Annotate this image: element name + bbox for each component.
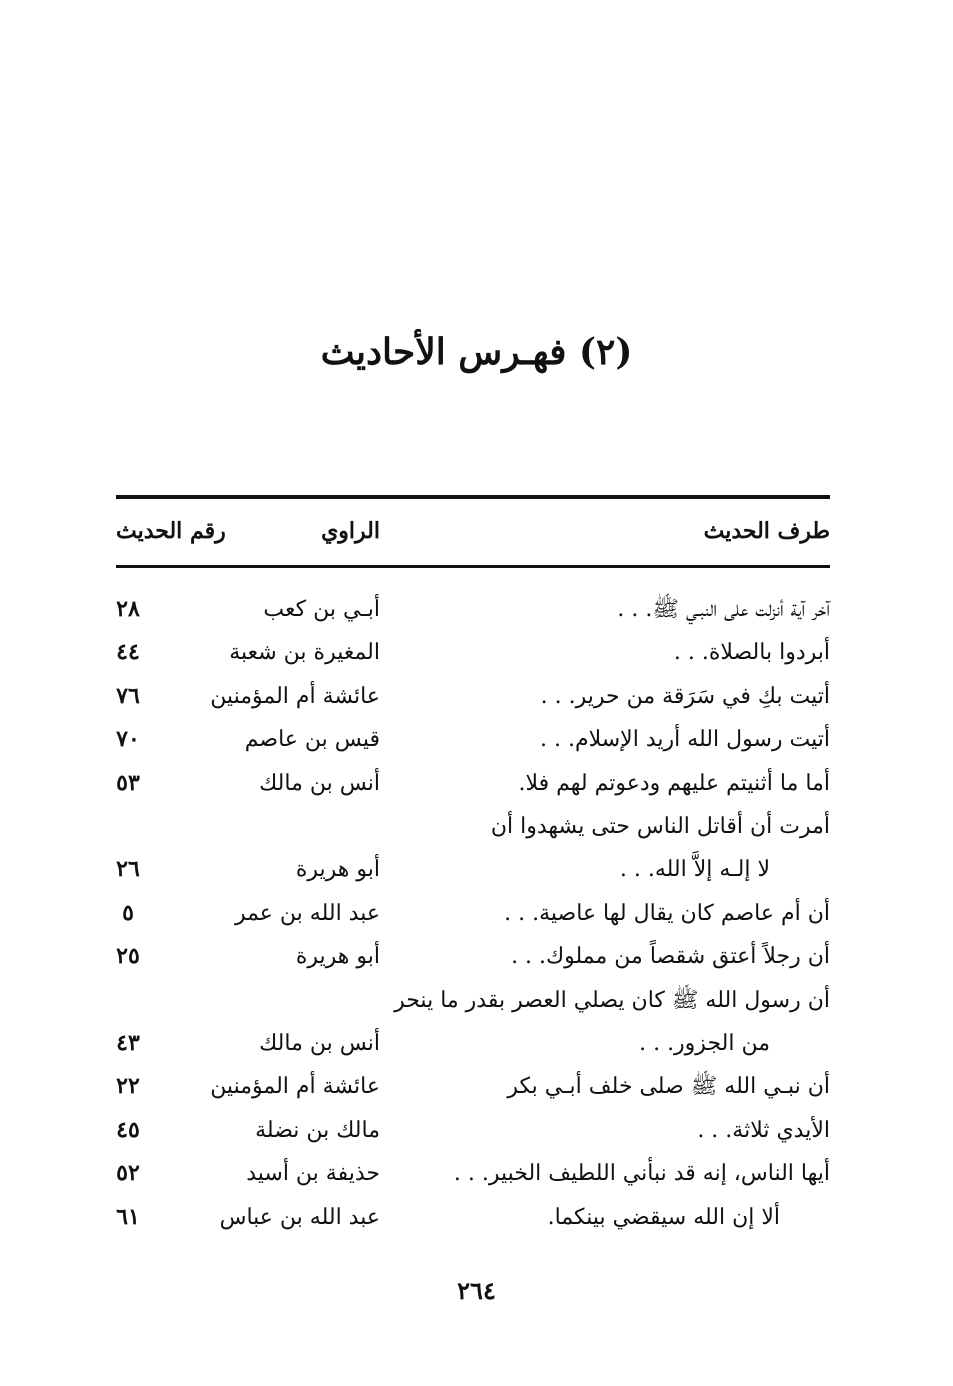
table-row — [116, 892, 830, 935]
hadith-number: ٢٦ — [116, 856, 140, 882]
hadith-text: أن رسول الله ﷺ كان يصلي العصر بقدر ما ينحر — [394, 988, 830, 1013]
table-row — [116, 979, 830, 1022]
hadith-number: ٢٥ — [116, 943, 140, 969]
hadith-number: ٤٣ — [116, 1030, 140, 1056]
table-row — [116, 1109, 830, 1152]
table-row — [116, 935, 830, 978]
hadith-text: أيها الناس، إنه قد نبأني اللطيف الخبير. . . — [453, 1161, 830, 1186]
hadith-text: الأيدي ثلاثة. . . — [697, 1118, 830, 1143]
hadith-text: أن أم عاصم كان يقال لها عاصية. . . — [504, 901, 830, 926]
hadith-number: ٥٣ — [116, 770, 140, 796]
hadith-text: لا إلـه إلاَّ الله. . . — [619, 857, 770, 882]
table-row — [116, 1065, 830, 1108]
table-row — [116, 848, 830, 891]
narrator-name: أبـي بن كعب — [263, 597, 380, 622]
hadith-text: أبردوا بالصلاة. . . — [673, 640, 830, 665]
hadith-text: أتيت بكِ في سَرَقة من حرير. . . — [540, 684, 830, 709]
hadith-number: ٦١ — [116, 1204, 140, 1230]
narrator-name: أنس بن مالك — [259, 771, 380, 796]
table-row — [116, 762, 830, 805]
narrator-name: أبو هريرة — [295, 944, 380, 969]
hadith-text: أمرت أن أقاتل الناس حتى يشهدوا أن — [490, 814, 830, 839]
narrator-name: عبد الله بن عباس — [219, 1205, 380, 1230]
table-row — [116, 1196, 830, 1239]
table-header-rule — [116, 565, 830, 568]
hadith-text: أن رجلاً أعتق شقصاً من مملوك. . . — [511, 944, 830, 969]
hadith-text: من الجزور. . . — [639, 1031, 770, 1056]
narrator-name: أنس بن مالك — [259, 1031, 380, 1056]
narrator-name: عائشة أم المؤمنين — [210, 684, 380, 709]
table-top-rule — [116, 495, 830, 499]
narrator-name: عبد الله بن عمر — [234, 901, 380, 926]
hadith-text: أتيت رسول الله أريد الإسلام. . . — [540, 727, 830, 752]
table-row — [116, 805, 830, 848]
narrator-name: مالك بن نضلة — [255, 1118, 380, 1143]
page-title: (٢) فهـرس الأحاديث — [320, 331, 633, 373]
hadith-text: ألا إن الله سيقضي بينكما. — [547, 1205, 780, 1230]
hadith-number: ٢٨ — [116, 596, 140, 622]
hadith-text: آخر آية أنزلت على النبـي ﷺ. . . — [617, 597, 830, 622]
hadith-number: ٧٠ — [116, 726, 140, 752]
narrator-name: المغيرة بن شعبة — [229, 640, 380, 665]
hadith-number: ٤٤ — [116, 639, 140, 665]
table-row — [116, 1152, 830, 1195]
hadith-number: ٥٢ — [116, 1160, 140, 1186]
hadith-number: ٥ — [122, 900, 134, 926]
hadith-text: أن نبـي الله ﷺ صلى خلف أبـي بكر — [507, 1074, 830, 1099]
table-row — [116, 588, 830, 631]
table-header — [116, 510, 830, 552]
narrator-name: عائشة أم المؤمنين — [210, 1074, 380, 1099]
narrator-name: قيس بن عاصم — [244, 727, 380, 752]
hadith-number: ٧٦ — [116, 683, 140, 709]
table-row — [116, 1022, 830, 1065]
table-row — [116, 675, 830, 718]
column-header-number: رقم الحديث — [116, 518, 226, 544]
table-row — [116, 631, 830, 674]
column-header-narrator: الراوي — [321, 518, 380, 544]
hadith-number: ٢٢ — [116, 1073, 140, 1099]
hadith-text: أما ما أثنيتم عليهم ودعوتم لهم فلا. — [518, 771, 830, 796]
narrator-name: حذيفة بن أسيد — [246, 1161, 380, 1186]
hadith-number: ٤٥ — [116, 1117, 140, 1143]
table-row — [116, 718, 830, 761]
page-number: ٢٦٤ — [457, 1276, 496, 1305]
narrator-name: أبو هريرة — [295, 857, 380, 882]
column-header-hadith: طرف الحديث — [703, 518, 830, 544]
